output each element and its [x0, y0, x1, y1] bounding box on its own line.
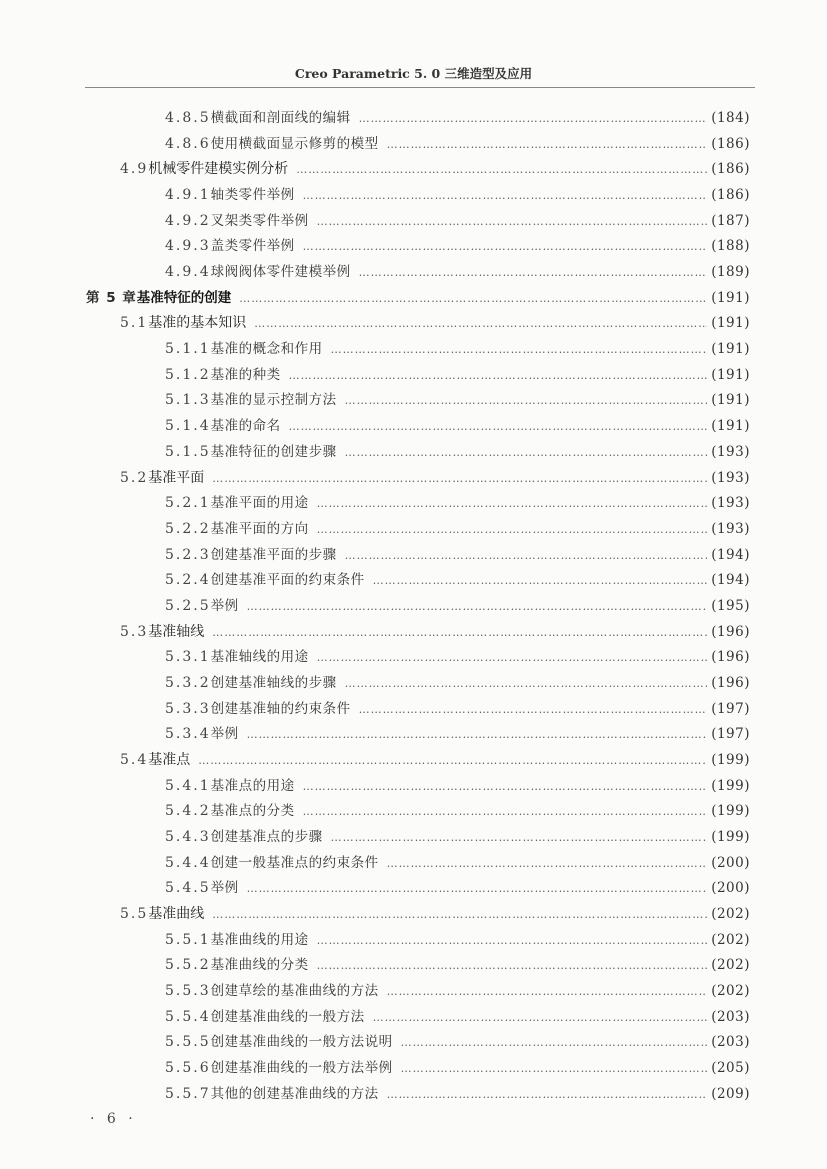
toc-entry-title: 创建基准曲线的一般方法说明 — [210, 1034, 393, 1051]
toc-entry-number: 5.4.1 — [165, 777, 211, 794]
toc-entry-title: 使用横截面显示修剪的模型 — [210, 135, 379, 152]
toc-entry-title: 基准的显示控制方法 — [210, 392, 337, 409]
toc-subsection-entry — [165, 645, 750, 669]
toc-entry-page: (205) — [711, 1060, 750, 1077]
toc-entry-page: (197) — [711, 726, 750, 743]
toc-entry-number: 5.4.4 — [165, 854, 211, 871]
toc-entry-title: 举例 — [210, 880, 239, 897]
toc-dot-leader — [317, 954, 708, 978]
toc-entry-title: 基准平面 — [148, 469, 205, 486]
toc-entry-page: (200) — [711, 880, 750, 897]
toc-entry-title: 基准点的分类 — [210, 803, 295, 820]
toc-entry-title: 盖类零件举例 — [210, 238, 295, 255]
toc-dot-leader — [331, 826, 708, 850]
toc-entry-number: 5.4.5 — [165, 880, 211, 897]
toc-entry-page: (193) — [711, 520, 750, 537]
toc-entry-title: 基准点 — [148, 752, 191, 768]
toc-dot-leader — [303, 800, 708, 824]
toc-entry-page: (200) — [711, 854, 750, 871]
toc-entry-page: (193) — [711, 469, 750, 486]
toc-dot-leader — [345, 389, 708, 413]
toc-dot-leader — [387, 133, 708, 157]
toc-entry-title: 基准的命名 — [210, 418, 281, 435]
toc-dot-leader — [247, 723, 708, 747]
toc-entry-title: 基准的种类 — [210, 366, 281, 383]
toc-entry-number: 5.2.1 — [165, 495, 211, 512]
toc-subsection-entry — [165, 1005, 750, 1029]
toc-section-entry — [120, 620, 750, 644]
toc-entry-title: 创建基准轴的约束条件 — [210, 700, 351, 717]
toc-dot-leader — [317, 210, 708, 234]
toc-subsection-entry — [165, 234, 750, 258]
toc-section-entry — [120, 157, 750, 181]
toc-entry-title: 举例 — [210, 597, 239, 614]
toc-dot-leader — [239, 287, 707, 311]
toc-entry-page: (202) — [711, 957, 750, 974]
toc-entry-number: 5.5.5 — [165, 1034, 211, 1051]
toc-entry-page: (202) — [711, 906, 750, 923]
toc-entry-page: (186) — [711, 135, 750, 152]
toc-entry-title: 创建基准平面的步骤 — [210, 546, 337, 563]
toc-subsection-entry — [165, 260, 750, 284]
toc-dot-leader — [345, 441, 708, 465]
page-number: · 6 · — [90, 1111, 137, 1127]
toc-dot-leader — [317, 518, 708, 542]
toc-dot-leader — [247, 877, 708, 901]
toc-section-entry — [120, 466, 750, 490]
toc-entry-title: 基准轴线的用途 — [210, 649, 309, 666]
toc-entry-number: 4.9.2 — [165, 212, 211, 229]
toc-entry-page: (191) — [711, 418, 750, 435]
toc-entry-number: 5.4 — [120, 752, 149, 768]
toc-dot-leader — [359, 107, 708, 131]
toc-entry-page: (202) — [711, 983, 750, 1000]
toc-subsection-entry — [165, 517, 750, 541]
toc-subsection-entry — [165, 209, 750, 233]
header-rule — [85, 87, 755, 88]
toc-dot-leader — [317, 492, 708, 516]
toc-dot-leader — [296, 158, 707, 182]
toc-subsection-entry — [165, 337, 750, 361]
toc-entry-page: (199) — [711, 752, 750, 768]
toc-entry-title: 创建基准点的步骤 — [210, 829, 323, 846]
toc-entry-number: 5.3.1 — [165, 649, 211, 666]
toc-entry-title: 基准曲线 — [148, 906, 205, 923]
toc-entry-page: (203) — [711, 1008, 750, 1025]
toc-dot-leader — [345, 544, 708, 568]
toc-entry-number: 5.1.1 — [165, 341, 211, 358]
toc-entry-title: 球阀阀体零件建模举例 — [210, 264, 351, 281]
toc-entry-page: (184) — [711, 110, 750, 126]
toc-dot-leader — [373, 1006, 708, 1030]
toc-dot-leader — [289, 364, 708, 388]
toc-dot-leader — [198, 749, 707, 773]
toc-dot-leader — [303, 235, 708, 259]
toc-dot-leader — [387, 1083, 708, 1107]
toc-entry-page: (186) — [711, 187, 750, 204]
toc-dot-leader — [359, 261, 708, 285]
toc-dot-leader — [247, 595, 708, 619]
toc-subsection-entry — [165, 388, 750, 412]
toc-subsection-entry — [165, 543, 750, 567]
toc-entry-number: 5.2.3 — [165, 546, 211, 563]
toc-chapter-entry — [86, 286, 750, 310]
toc-dot-leader — [359, 698, 708, 722]
toc-entry-title: 基准的基本知识 — [148, 315, 247, 332]
toc-entry-page: (209) — [711, 1085, 750, 1102]
toc-entry-page: (187) — [711, 212, 750, 229]
toc-entry-number: 5.5.4 — [165, 1008, 211, 1025]
toc-subsection-entry — [165, 979, 750, 1003]
toc-subsection-entry — [165, 1056, 750, 1080]
toc-dot-leader — [401, 1031, 708, 1055]
toc-entry-page: (199) — [711, 777, 750, 794]
toc-entry-number: 5.5.2 — [165, 957, 211, 974]
toc-entry-number: 4.9.4 — [165, 264, 211, 281]
toc-entry-number: 4.9.1 — [165, 187, 211, 204]
toc-subsection-entry — [165, 697, 750, 721]
toc-entry-number: 5.1 — [120, 315, 149, 332]
toc-subsection-entry — [165, 1082, 750, 1106]
toc-entry-number: 4.8.6 — [165, 135, 211, 152]
toc-entry-number: 5.1.4 — [165, 418, 211, 435]
toc-subsection-entry — [165, 953, 750, 977]
toc-entry-page: (194) — [711, 546, 750, 563]
toc-entry-title: 基准曲线的分类 — [210, 957, 309, 974]
toc-subsection-entry — [165, 851, 750, 875]
toc-entry-number: 5.5 — [120, 906, 149, 923]
toc-entry-page: (197) — [711, 700, 750, 717]
toc-entry-title: 基准特征的创建 — [136, 289, 232, 306]
toc-dot-leader — [317, 929, 708, 953]
toc-entry-number: 5.3.3 — [165, 700, 211, 717]
toc-entry-page: (202) — [711, 931, 750, 948]
toc-subsection-entry — [165, 876, 750, 900]
toc-entry-page: (195) — [711, 597, 750, 614]
toc-entry-number: 4.9.3 — [165, 238, 211, 255]
toc-section-entry — [120, 748, 750, 772]
toc-entry-number: 5.3 — [120, 623, 149, 640]
toc-entry-page: (189) — [711, 264, 750, 281]
toc-entry-number: 4.9 — [120, 161, 149, 178]
toc-subsection-entry — [165, 928, 750, 952]
toc-subsection-entry — [165, 106, 750, 130]
toc-dot-leader — [303, 184, 708, 208]
toc-dot-leader — [317, 646, 708, 670]
toc-entry-number: 5.5.6 — [165, 1060, 211, 1077]
running-header: Creo Parametric 5. 0 三维造型及应用 — [294, 66, 533, 81]
toc-dot-leader — [373, 569, 708, 593]
toc-entry-page: (196) — [711, 649, 750, 666]
toc-entry-title: 其他的创建基准曲线的方法 — [210, 1085, 379, 1102]
toc-entry-title: 叉架类零件举例 — [210, 212, 309, 229]
toc-dot-leader — [345, 672, 708, 696]
toc-entry-title: 创建基准曲线的一般方法 — [210, 1008, 365, 1025]
toc-entry-number: 5.2.5 — [165, 597, 211, 614]
toc-entry-number: 5.1.5 — [165, 443, 211, 460]
toc-subsection-entry — [165, 774, 750, 798]
toc-entry-title: 基准曲线的用途 — [210, 931, 309, 948]
toc-entry-title: 机械零件建模实例分析 — [148, 161, 289, 178]
toc-dot-leader — [212, 621, 707, 645]
toc-entry-title: 创建草绘的基准曲线的方法 — [210, 983, 379, 1000]
toc-entry-number: 5.2.2 — [165, 520, 211, 537]
toc-entry-page: (186) — [711, 161, 750, 178]
toc-entry-page: (194) — [711, 572, 750, 589]
toc-subsection-entry — [165, 1030, 750, 1054]
toc-entry-title: 基准轴线 — [148, 623, 205, 640]
toc-subsection-entry — [165, 491, 750, 515]
toc-entry-title: 创建一般基准点的约束条件 — [210, 854, 379, 871]
toc-entry-number: 5.1.2 — [165, 366, 211, 383]
toc-entry-title: 基准平面的方向 — [210, 520, 309, 537]
toc-entry-number: 5.2.4 — [165, 572, 211, 589]
toc-subsection-entry — [165, 414, 750, 438]
toc-entry-title: 基准特征的创建步骤 — [210, 443, 337, 460]
toc-dot-leader — [303, 775, 708, 799]
toc-entry-page: (193) — [711, 495, 750, 512]
toc-entry-page: (193) — [711, 443, 750, 460]
toc-entry-number: 5.4.3 — [165, 829, 211, 846]
toc-subsection-entry — [165, 825, 750, 849]
toc-entry-page: (199) — [711, 829, 750, 846]
toc-entry-page: (196) — [711, 623, 750, 640]
toc-section-entry — [120, 311, 750, 335]
toc-dot-leader — [331, 338, 708, 362]
toc-entry-page: (191) — [711, 289, 750, 306]
toc-entry-title: 基准平面的用途 — [210, 495, 309, 512]
toc-dot-leader — [254, 312, 707, 336]
toc-entry-title: 横截面和剖面线的编辑 — [210, 110, 351, 126]
toc-entry-page: (199) — [711, 803, 750, 820]
toc-entry-number: 第 5 章 — [86, 289, 137, 306]
toc-entry-title: 轴类零件举例 — [210, 187, 295, 204]
toc-entry-number: 5.3.4 — [165, 726, 211, 743]
toc-entry-page: (196) — [711, 674, 750, 691]
toc-subsection-entry — [165, 568, 750, 592]
toc-entry-page: (191) — [711, 315, 750, 332]
toc-subsection-entry — [165, 671, 750, 695]
toc-entry-title: 创建基准轴线的步骤 — [210, 674, 337, 691]
toc-section-entry — [120, 902, 750, 926]
toc-entry-number: 4.8.5 — [165, 110, 211, 126]
toc-entry-page: (191) — [711, 366, 750, 383]
toc-entry-title: 创建基准平面的约束条件 — [210, 572, 365, 589]
toc-subsection-entry — [165, 799, 750, 823]
toc-entry-page: (191) — [711, 341, 750, 358]
toc-dot-leader — [387, 852, 708, 876]
toc-entry-number: 5.3.2 — [165, 674, 211, 691]
toc-entry-number: 5.2 — [120, 469, 149, 486]
toc-dot-leader — [289, 415, 708, 439]
toc-entry-title: 基准的概念和作用 — [210, 341, 323, 358]
toc-dot-leader — [387, 980, 708, 1004]
toc-entry-page: (203) — [711, 1034, 750, 1051]
toc-subsection-entry — [165, 440, 750, 464]
toc-dot-leader — [212, 903, 707, 927]
toc-subsection-entry — [165, 594, 750, 618]
toc-entry-number: 5.5.1 — [165, 931, 211, 948]
toc-entry-title: 基准点的用途 — [210, 777, 295, 794]
toc-entry-number: 5.5.3 — [165, 983, 211, 1000]
toc-dot-leader — [212, 467, 707, 491]
toc-dot-leader — [401, 1057, 708, 1081]
toc-entry-number: 5.5.7 — [165, 1085, 211, 1102]
toc-subsection-entry — [165, 722, 750, 746]
toc-subsection-entry — [165, 183, 750, 207]
toc-entry-number: 5.1.3 — [165, 392, 211, 409]
toc-entry-title: 举例 — [210, 726, 239, 743]
toc-entry-page: (188) — [711, 238, 750, 255]
toc-entry-page: (191) — [711, 392, 750, 409]
toc-subsection-entry — [165, 132, 750, 156]
toc-subsection-entry — [165, 363, 750, 387]
toc-entry-number: 5.4.2 — [165, 803, 211, 820]
toc-entry-title: 创建基准曲线的一般方法举例 — [210, 1060, 393, 1077]
